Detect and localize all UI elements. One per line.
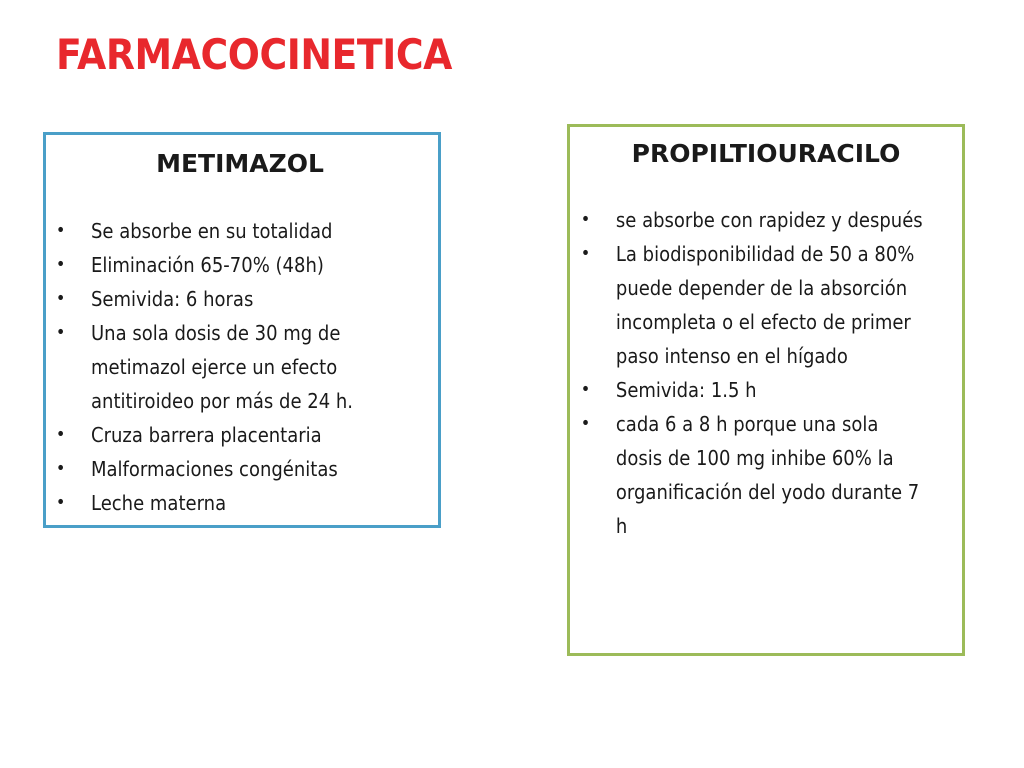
bullet-icon: • xyxy=(55,220,66,241)
bullet-icon: • xyxy=(55,458,66,479)
bullet-icon: • xyxy=(580,209,591,230)
list-item-text: se absorbe con rapidez y después xyxy=(615,208,923,232)
list-item-text: Cruza barrera placentaria xyxy=(91,423,322,447)
bullet-icon: • xyxy=(55,288,66,309)
list-item xyxy=(46,418,388,452)
list-item xyxy=(46,282,388,316)
list-item-text: Semivida: 6 horas xyxy=(91,287,254,311)
metimazol-heading: METIMAZOL xyxy=(156,149,324,178)
list-item-text: Semivida: 1.5 h xyxy=(615,378,757,402)
bullet-icon: • xyxy=(580,413,591,434)
list-item xyxy=(570,237,935,373)
list-item xyxy=(46,486,388,520)
list-item-text: La biodisponibilidad de 50 a 80% puede depender de la absorción incompleta o el efecto de primer paso intenso en el hígado xyxy=(615,242,915,368)
bullet-icon: • xyxy=(580,379,591,400)
metimazol-list xyxy=(46,214,438,520)
list-item-text: cada 6 a 8 h porque una sola dosis de 100 mg inhibe 60% la organificación del yodo durante 7 h xyxy=(615,412,920,538)
list-item-text: Se absorbe en su totalidad xyxy=(91,219,333,243)
list-item xyxy=(570,203,935,237)
propiltiouracilo-heading: PROPILTIOURACILO xyxy=(631,139,901,168)
list-item-text: Malformaciones congénitas xyxy=(91,457,338,481)
bullet-icon: • xyxy=(55,254,66,275)
slide-title: FARMACOCINETICA xyxy=(56,30,452,79)
metimazol-box xyxy=(43,132,441,528)
list-item-text: Leche materna xyxy=(91,491,227,515)
bullet-icon: • xyxy=(55,424,66,445)
propiltiouracilo-list xyxy=(570,203,962,543)
bullet-icon: • xyxy=(55,492,66,513)
list-item xyxy=(46,452,388,486)
list-item xyxy=(46,248,388,282)
list-item-text: Eliminación 65-70% (48h) xyxy=(91,253,324,277)
propiltiouracilo-box xyxy=(567,124,965,656)
list-item-text: Una sola dosis de 30 mg de metimazol ejerce un efecto antitiroideo por más de 24 h. xyxy=(91,321,354,413)
list-item xyxy=(570,407,935,543)
list-item xyxy=(46,214,388,248)
list-item xyxy=(46,316,388,418)
bullet-icon: • xyxy=(55,322,66,343)
bullet-icon: • xyxy=(580,243,591,264)
list-item xyxy=(570,373,935,407)
